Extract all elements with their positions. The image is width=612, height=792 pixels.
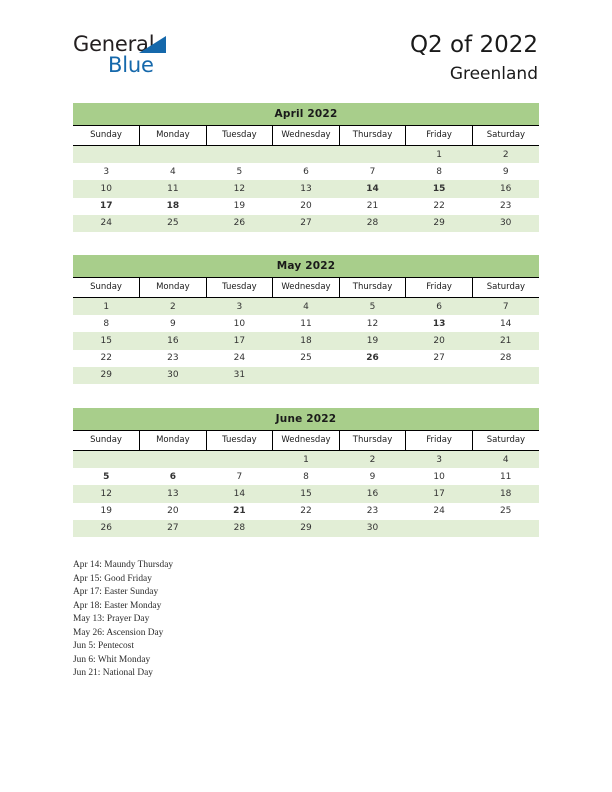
day-cell: 15 (73, 332, 140, 349)
day-name-label: Sunday (90, 130, 122, 140)
week-row (73, 163, 539, 180)
day-cell: 16 (339, 485, 406, 502)
day-cell: 19 (206, 198, 273, 215)
week-row (73, 503, 539, 520)
day-cell: 12 (73, 485, 140, 502)
logo-text-general: General (73, 32, 155, 56)
holiday-legend-item: Jun 5: Pentecost (73, 641, 134, 651)
day-cell-holiday: 6 (140, 468, 207, 485)
day-cell: 20 (273, 198, 340, 215)
day-cell: 30 (140, 367, 207, 384)
day-cell: 5 (339, 298, 406, 316)
day-cell: 28 (472, 350, 539, 367)
logo-triangle-icon (139, 36, 166, 53)
holiday-legend-item: Apr 18: Easter Monday (73, 600, 162, 611)
day-cell: 4 (273, 298, 340, 316)
day-names-row (73, 126, 539, 146)
day-cell: 31 (206, 367, 273, 384)
day-cell: 12 (206, 180, 273, 197)
day-cell-empty (406, 520, 473, 537)
day-cell: 3 (406, 451, 473, 469)
holiday-legend-list (73, 559, 453, 681)
day-cell: 24 (73, 215, 140, 232)
week-row (73, 146, 539, 164)
day-cell: 14 (206, 485, 273, 502)
week-row (73, 332, 539, 349)
month-title: May 2022 (73, 255, 539, 278)
day-cell: 6 (273, 163, 340, 180)
day-cell: 19 (73, 503, 140, 520)
holiday-legend-item: May 26: Ascension Day (73, 627, 164, 638)
day-cell: 16 (472, 180, 539, 197)
day-name-label: Monday (156, 282, 190, 292)
day-cell: 8 (406, 163, 473, 180)
day-name-label: Thursday (352, 130, 393, 140)
day-cell: 10 (73, 180, 140, 197)
day-name-label: Tuesday (222, 130, 257, 140)
day-cell: 2 (339, 451, 406, 469)
week-row (73, 215, 539, 232)
day-cell-holiday: 13 (406, 315, 473, 332)
day-cell: 9 (140, 315, 207, 332)
day-cell: 30 (472, 215, 539, 232)
day-cell: 30 (339, 520, 406, 537)
week-row (73, 451, 539, 469)
week-row (73, 315, 539, 332)
day-cell: 11 (273, 315, 340, 332)
day-name-label: Wednesday (281, 130, 331, 140)
day-cell: 23 (472, 198, 539, 215)
day-name-sunday (73, 126, 140, 146)
day-cell: 1 (273, 451, 340, 469)
day-cell: 25 (273, 350, 340, 367)
day-cell: 27 (273, 215, 340, 232)
day-cell: 6 (406, 298, 473, 316)
month-title-row (73, 408, 539, 431)
day-cell: 21 (339, 198, 406, 215)
week-row (73, 298, 539, 316)
day-name-friday (406, 278, 473, 298)
day-name-label: Thursday (352, 282, 393, 292)
day-name-saturday (472, 278, 539, 298)
day-cell: 11 (140, 180, 207, 197)
day-cell-empty (339, 146, 406, 164)
day-cell-empty (140, 146, 207, 164)
day-names-row (73, 278, 539, 298)
day-cell: 23 (339, 503, 406, 520)
day-cell: 5 (206, 163, 273, 180)
month-block-may (73, 255, 539, 384)
day-cell-empty (140, 451, 207, 469)
day-name-thursday (339, 278, 406, 298)
day-name-monday (140, 126, 207, 146)
day-cell: 7 (206, 468, 273, 485)
day-name-label: Friday (426, 130, 452, 140)
day-cell: 28 (339, 215, 406, 232)
week-row (73, 520, 539, 537)
day-cell: 13 (273, 180, 340, 197)
day-name-wednesday (273, 126, 340, 146)
day-name-friday (406, 126, 473, 146)
day-cell-holiday: 26 (339, 350, 406, 367)
day-cell: 22 (273, 503, 340, 520)
day-cell-holiday: 18 (140, 198, 207, 215)
day-cell: 17 (206, 332, 273, 349)
day-cell: 25 (472, 503, 539, 520)
day-cell: 24 (206, 350, 273, 367)
day-cell-holiday: 15 (406, 180, 473, 197)
calendar-table (73, 103, 539, 232)
day-cell: 9 (339, 468, 406, 485)
day-cell: 24 (406, 503, 473, 520)
day-cell-empty (406, 367, 473, 384)
day-name-label: Monday (156, 130, 190, 140)
page-header (0, 0, 612, 100)
day-cell-empty (472, 520, 539, 537)
day-cell: 26 (206, 215, 273, 232)
day-name-label: Monday (156, 435, 190, 445)
day-name-label: Tuesday (222, 282, 257, 292)
day-name-label: Sunday (90, 282, 122, 292)
day-cell-holiday: 17 (73, 198, 140, 215)
holiday-legend-item: Apr 15: Good Friday (73, 573, 152, 584)
title-block (410, 30, 538, 86)
logo-text-blue: Blue (108, 53, 154, 77)
day-cell: 22 (406, 198, 473, 215)
week-row (73, 367, 539, 384)
day-cell: 20 (406, 332, 473, 349)
day-cell: 28 (206, 520, 273, 537)
day-cell-holiday: 5 (73, 468, 140, 485)
day-names-row (73, 431, 539, 451)
day-cell: 18 (472, 485, 539, 502)
day-cell: 25 (140, 215, 207, 232)
general-blue-logo (73, 32, 293, 88)
day-cell: 1 (406, 146, 473, 164)
day-cell: 9 (472, 163, 539, 180)
day-cell: 8 (273, 468, 340, 485)
day-name-label: Saturday (486, 130, 526, 140)
day-cell-empty (206, 146, 273, 164)
day-name-label: Friday (426, 435, 452, 445)
day-cell: 16 (140, 332, 207, 349)
day-name-label: Wednesday (281, 435, 331, 445)
day-cell-empty (273, 146, 340, 164)
day-cell-empty (273, 367, 340, 384)
day-cell: 14 (472, 315, 539, 332)
day-cell: 21 (472, 332, 539, 349)
month-title: June 2022 (73, 408, 539, 431)
day-cell: 26 (73, 520, 140, 537)
day-name-wednesday (273, 431, 340, 451)
week-row (73, 180, 539, 197)
day-cell: 18 (273, 332, 340, 349)
week-row (73, 485, 539, 502)
day-name-tuesday (206, 431, 273, 451)
day-cell: 15 (273, 485, 340, 502)
page-subtitle: Greenland (449, 64, 538, 84)
day-cell: 1 (73, 298, 140, 316)
day-cell-empty (472, 367, 539, 384)
holiday-legend-item: May 13: Prayer Day (73, 614, 150, 624)
holiday-legend-item: Jun 6: Whit Monday (73, 654, 151, 665)
week-row (73, 350, 539, 367)
day-name-thursday (339, 126, 406, 146)
day-cell: 8 (73, 315, 140, 332)
calendar-table (73, 255, 539, 384)
day-name-sunday (73, 431, 140, 451)
week-row (73, 468, 539, 485)
day-name-label: Wednesday (281, 282, 331, 292)
calendar-table (73, 408, 539, 537)
day-cell-empty (206, 451, 273, 469)
day-cell: 29 (406, 215, 473, 232)
month-block-april (73, 103, 539, 232)
day-cell: 2 (472, 146, 539, 164)
day-name-thursday (339, 431, 406, 451)
day-cell: 2 (140, 298, 207, 316)
day-name-saturday (472, 126, 539, 146)
day-cell: 29 (273, 520, 340, 537)
day-name-saturday (472, 431, 539, 451)
day-cell: 13 (140, 485, 207, 502)
day-name-friday (406, 431, 473, 451)
week-row (73, 198, 539, 215)
day-cell: 4 (472, 451, 539, 469)
day-name-label: Tuesday (222, 435, 257, 445)
day-cell-holiday: 21 (206, 503, 273, 520)
day-cell-empty (73, 451, 140, 469)
day-cell: 3 (206, 298, 273, 316)
day-cell-holiday: 14 (339, 180, 406, 197)
day-name-label: Friday (426, 282, 452, 292)
day-cell: 17 (406, 485, 473, 502)
holiday-legend-item: Apr 14: Maundy Thursday (73, 560, 174, 570)
day-name-tuesday (206, 126, 273, 146)
day-name-label: Thursday (352, 435, 393, 445)
day-cell: 22 (73, 350, 140, 367)
day-cell: 10 (206, 315, 273, 332)
month-title-row (73, 255, 539, 278)
day-name-monday (140, 431, 207, 451)
day-cell: 4 (140, 163, 207, 180)
holiday-legend-item: Jun 21: National Day (73, 668, 153, 678)
day-cell: 7 (339, 163, 406, 180)
holiday-legend-item: Apr 17: Easter Sunday (73, 587, 159, 597)
day-cell: 23 (140, 350, 207, 367)
day-cell: 29 (73, 367, 140, 384)
month-title: April 2022 (73, 103, 539, 126)
day-name-wednesday (273, 278, 340, 298)
day-cell: 11 (472, 468, 539, 485)
day-cell: 7 (472, 298, 539, 316)
page-title: Q2 of 2022 (409, 32, 538, 58)
day-cell: 27 (140, 520, 207, 537)
day-cell: 12 (339, 315, 406, 332)
day-cell: 3 (73, 163, 140, 180)
day-cell: 19 (339, 332, 406, 349)
day-name-label: Saturday (486, 282, 526, 292)
day-name-label: Saturday (486, 435, 526, 445)
day-name-tuesday (206, 278, 273, 298)
day-cell-empty (73, 146, 140, 164)
month-block-june (73, 408, 539, 537)
day-name-label: Sunday (90, 435, 122, 445)
month-title-row (73, 103, 539, 126)
day-cell: 20 (140, 503, 207, 520)
day-cell-empty (339, 367, 406, 384)
day-cell: 27 (406, 350, 473, 367)
day-name-sunday (73, 278, 140, 298)
day-cell: 10 (406, 468, 473, 485)
day-name-monday (140, 278, 207, 298)
